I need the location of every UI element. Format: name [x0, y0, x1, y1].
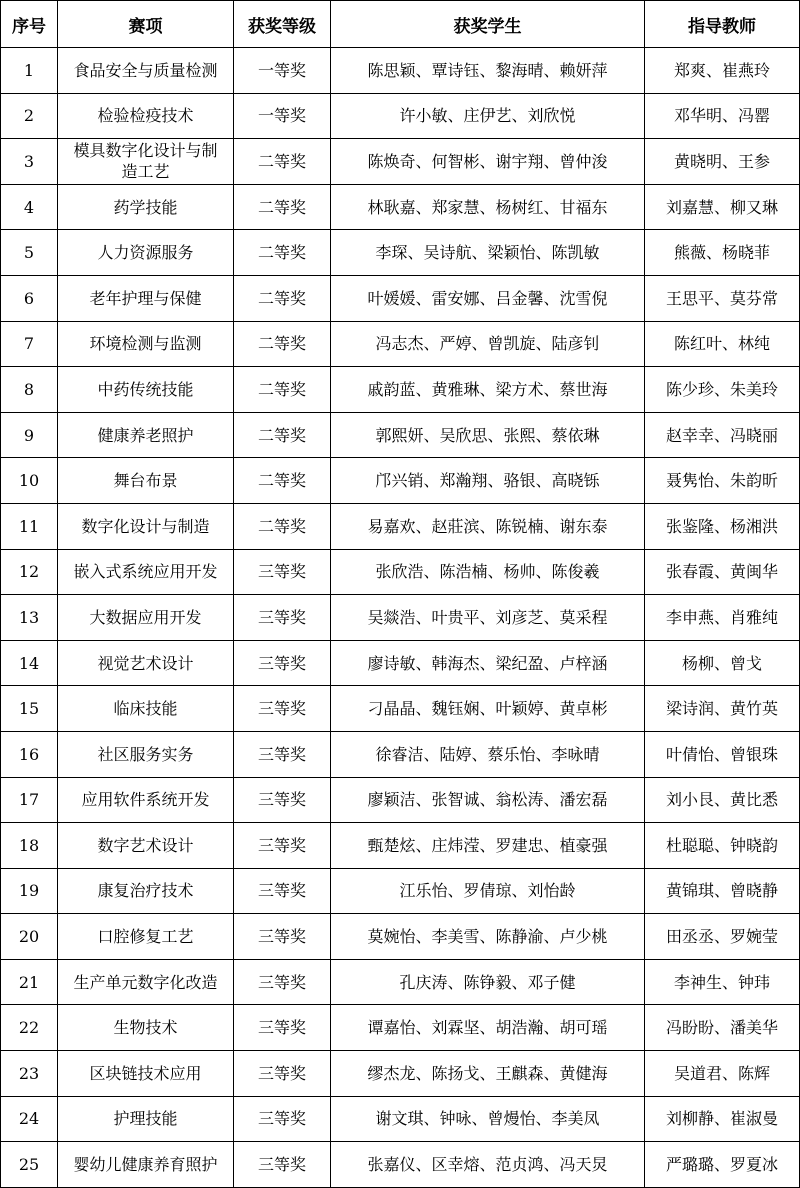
cell-level: 二等奖: [234, 412, 331, 458]
cell-students: 易嘉欢、赵莊滨、陈锐楠、谢东泰: [331, 503, 645, 549]
cell-no: 2: [1, 93, 58, 139]
cell-level: 三等奖: [234, 959, 331, 1005]
cell-teachers: 叶倩怡、曾银珠: [645, 731, 800, 777]
cell-event: 检验检疫技术: [58, 93, 234, 139]
cell-level: 三等奖: [234, 1096, 331, 1142]
cell-level: 三等奖: [234, 1142, 331, 1188]
cell-no: 17: [1, 777, 58, 823]
cell-event: 护理技能: [58, 1096, 234, 1142]
table-row: [1, 640, 800, 686]
cell-level: 二等奖: [234, 503, 331, 549]
cell-students: 徐睿洁、陆婷、蔡乐怡、李咏晴: [331, 731, 645, 777]
cell-event: 婴幼儿健康养育照护: [58, 1142, 234, 1188]
cell-event: 食品安全与质量检测: [58, 48, 234, 94]
cell-teachers: 刘嘉慧、柳又琳: [645, 184, 800, 230]
table-row: [1, 458, 800, 504]
table-row: [1, 1051, 800, 1097]
table-row: [1, 868, 800, 914]
table-row: [1, 823, 800, 869]
cell-teachers: 张鉴隆、杨湘洪: [645, 503, 800, 549]
cell-no: 16: [1, 731, 58, 777]
table-row: [1, 275, 800, 321]
cell-no: 9: [1, 412, 58, 458]
cell-teachers: 吴道君、陈辉: [645, 1051, 800, 1097]
header-row: [1, 1, 800, 48]
cell-teachers: 黄晓明、王参: [645, 139, 800, 185]
cell-teachers: 陈少珍、朱美玲: [645, 367, 800, 413]
cell-no: 11: [1, 503, 58, 549]
cell-event: 区块链技术应用: [58, 1051, 234, 1097]
cell-level: 二等奖: [234, 230, 331, 276]
cell-event: 嵌入式系统应用开发: [58, 549, 234, 595]
cell-teachers: 熊薇、杨晓菲: [645, 230, 800, 276]
cell-level: 三等奖: [234, 823, 331, 869]
table-row: [1, 686, 800, 732]
cell-students: 廖诗敏、韩海杰、梁纪盈、卢梓涵: [331, 640, 645, 686]
header-teachers: 指导教师: [645, 1, 800, 48]
table-row: [1, 777, 800, 823]
table-row: [1, 412, 800, 458]
cell-no: 24: [1, 1096, 58, 1142]
table-row: [1, 1005, 800, 1051]
table-row: [1, 321, 800, 367]
cell-teachers: 梁诗润、黄竹英: [645, 686, 800, 732]
cell-level: 一等奖: [234, 48, 331, 94]
cell-event: 数字艺术设计: [58, 823, 234, 869]
cell-level: 三等奖: [234, 549, 331, 595]
cell-event: 药学技能: [58, 184, 234, 230]
cell-teachers: 刘柳静、崔淑曼: [645, 1096, 800, 1142]
cell-level: 三等奖: [234, 1005, 331, 1051]
table-body: [1, 48, 800, 1188]
cell-event: 数字化设计与制造: [58, 503, 234, 549]
cell-teachers: 刘小艮、黄比悉: [645, 777, 800, 823]
cell-students: 郭熙妍、吴欣思、张熙、蔡依琳: [331, 412, 645, 458]
cell-teachers: 陈红叶、林纯: [645, 321, 800, 367]
cell-event: 应用软件系统开发: [58, 777, 234, 823]
cell-students: 张欣浩、陈浩楠、杨帅、陈俊羲: [331, 549, 645, 595]
header-students: 获奖学生: [331, 1, 645, 48]
cell-no: 6: [1, 275, 58, 321]
cell-level: 二等奖: [234, 184, 331, 230]
cell-no: 21: [1, 959, 58, 1005]
table-row: [1, 1096, 800, 1142]
cell-teachers: 杜聪聪、钟晓韵: [645, 823, 800, 869]
cell-level: 三等奖: [234, 777, 331, 823]
table-row: [1, 184, 800, 230]
cell-teachers: 杨柳、曾戈: [645, 640, 800, 686]
cell-level: 三等奖: [234, 731, 331, 777]
cell-students: 甄楚炫、庄炜滢、罗建忠、植豪强: [331, 823, 645, 869]
table-row: [1, 139, 800, 185]
table-row: [1, 595, 800, 641]
cell-teachers: 王思平、莫芬常: [645, 275, 800, 321]
cell-teachers: 张春霞、黄闽华: [645, 549, 800, 595]
table-header: [1, 1, 800, 48]
cell-students: 李琛、吴诗航、梁颖怡、陈凯敏: [331, 230, 645, 276]
table-row: [1, 731, 800, 777]
cell-students: 刁晶晶、魏钰娴、叶颖婷、黄卓彬: [331, 686, 645, 732]
cell-level: 三等奖: [234, 686, 331, 732]
cell-teachers: 郑爽、崔燕玲: [645, 48, 800, 94]
cell-event: 临床技能: [58, 686, 234, 732]
cell-event: 舞台布景: [58, 458, 234, 504]
cell-no: 15: [1, 686, 58, 732]
table-row: [1, 48, 800, 94]
cell-students: 谢文琪、钟咏、曾熳怡、李美凤: [331, 1096, 645, 1142]
cell-teachers: 赵幸幸、冯晓丽: [645, 412, 800, 458]
cell-teachers: 田丞丞、罗婉莹: [645, 914, 800, 960]
cell-level: 三等奖: [234, 914, 331, 960]
cell-event: 口腔修复工艺: [58, 914, 234, 960]
cell-students: 缪杰龙、陈扬戈、王麒森、黄健海: [331, 1051, 645, 1097]
cell-event: 生产单元数字化改造: [58, 959, 234, 1005]
cell-no: 5: [1, 230, 58, 276]
cell-event: 环境检测与监测: [58, 321, 234, 367]
cell-no: 18: [1, 823, 58, 869]
table-row: [1, 93, 800, 139]
cell-students: 张嘉仪、区幸熔、范贞鸿、冯天炅: [331, 1142, 645, 1188]
cell-teachers: 严璐璐、罗夏冰: [645, 1142, 800, 1188]
header-event: 赛项: [58, 1, 234, 48]
cell-teachers: 冯盼盼、潘美华: [645, 1005, 800, 1051]
cell-students: 冯志杰、严婷、曾凯旋、陆彦钊: [331, 321, 645, 367]
cell-students: 廖颖洁、张智诚、翁松涛、潘宏磊: [331, 777, 645, 823]
cell-students: 戚韵蓝、黄雅琳、梁方术、蔡世海: [331, 367, 645, 413]
cell-event: 社区服务实务: [58, 731, 234, 777]
cell-level: 二等奖: [234, 139, 331, 185]
cell-event: 康复治疗技术: [58, 868, 234, 914]
table-row: [1, 230, 800, 276]
cell-level: 三等奖: [234, 595, 331, 641]
cell-no: 1: [1, 48, 58, 94]
cell-event: 老年护理与保健: [58, 275, 234, 321]
cell-no: 12: [1, 549, 58, 595]
cell-event: 中药传统技能: [58, 367, 234, 413]
header-no: 序号: [1, 1, 58, 48]
cell-teachers: 李神生、钟玮: [645, 959, 800, 1005]
cell-no: 23: [1, 1051, 58, 1097]
cell-teachers: 聂隽怡、朱韵昕: [645, 458, 800, 504]
cell-students: 陈焕奇、何智彬、谢宇翔、曾仲浚: [331, 139, 645, 185]
cell-no: 19: [1, 868, 58, 914]
table-row: [1, 959, 800, 1005]
cell-no: 10: [1, 458, 58, 504]
cell-no: 3: [1, 139, 58, 185]
cell-no: 7: [1, 321, 58, 367]
table-row: [1, 914, 800, 960]
table-row: [1, 367, 800, 413]
cell-level: 二等奖: [234, 458, 331, 504]
cell-no: 4: [1, 184, 58, 230]
cell-event: 模具数字化设计与制造工艺: [58, 139, 234, 185]
cell-teachers: 邓华明、冯罂: [645, 93, 800, 139]
cell-teachers: 黄锦琪、曾晓静: [645, 868, 800, 914]
cell-students: 林耿嘉、郑家慧、杨树红、甘福东: [331, 184, 645, 230]
cell-students: 莫婉怡、李美雪、陈静渝、卢少桃: [331, 914, 645, 960]
cell-event: 健康养老照护: [58, 412, 234, 458]
cell-no: 25: [1, 1142, 58, 1188]
cell-event: 大数据应用开发: [58, 595, 234, 641]
table-row: [1, 503, 800, 549]
cell-level: 二等奖: [234, 367, 331, 413]
cell-event: 生物技术: [58, 1005, 234, 1051]
cell-level: 二等奖: [234, 275, 331, 321]
cell-students: 许小敏、庄伊艺、刘欣悦: [331, 93, 645, 139]
cell-level: 三等奖: [234, 1051, 331, 1097]
cell-no: 22: [1, 1005, 58, 1051]
cell-no: 13: [1, 595, 58, 641]
cell-students: 孔庆涛、陈铮毅、邓子健: [331, 959, 645, 1005]
cell-level: 三等奖: [234, 868, 331, 914]
table-row: [1, 1142, 800, 1188]
cell-teachers: 李申燕、肖雅纯: [645, 595, 800, 641]
cell-students: 谭嘉怡、刘霖坚、胡浩瀚、胡可瑶: [331, 1005, 645, 1051]
cell-level: 一等奖: [234, 93, 331, 139]
cell-students: 吴燚浩、叶贵平、刘彦芝、莫采程: [331, 595, 645, 641]
cell-event: 人力资源服务: [58, 230, 234, 276]
cell-students: 江乐怡、罗倩琼、刘怡龄: [331, 868, 645, 914]
cell-no: 20: [1, 914, 58, 960]
cell-no: 8: [1, 367, 58, 413]
cell-level: 三等奖: [234, 640, 331, 686]
cell-students: 叶媛媛、雷安娜、吕金馨、沈雪倪: [331, 275, 645, 321]
cell-no: 14: [1, 640, 58, 686]
cell-students: 陈思颖、覃诗钰、黎海晴、赖妍萍: [331, 48, 645, 94]
cell-event: 视觉艺术设计: [58, 640, 234, 686]
table-row: [1, 549, 800, 595]
cell-level: 二等奖: [234, 321, 331, 367]
header-level: 获奖等级: [234, 1, 331, 48]
cell-students: 邝兴销、郑瀚翔、骆银、高晓铄: [331, 458, 645, 504]
